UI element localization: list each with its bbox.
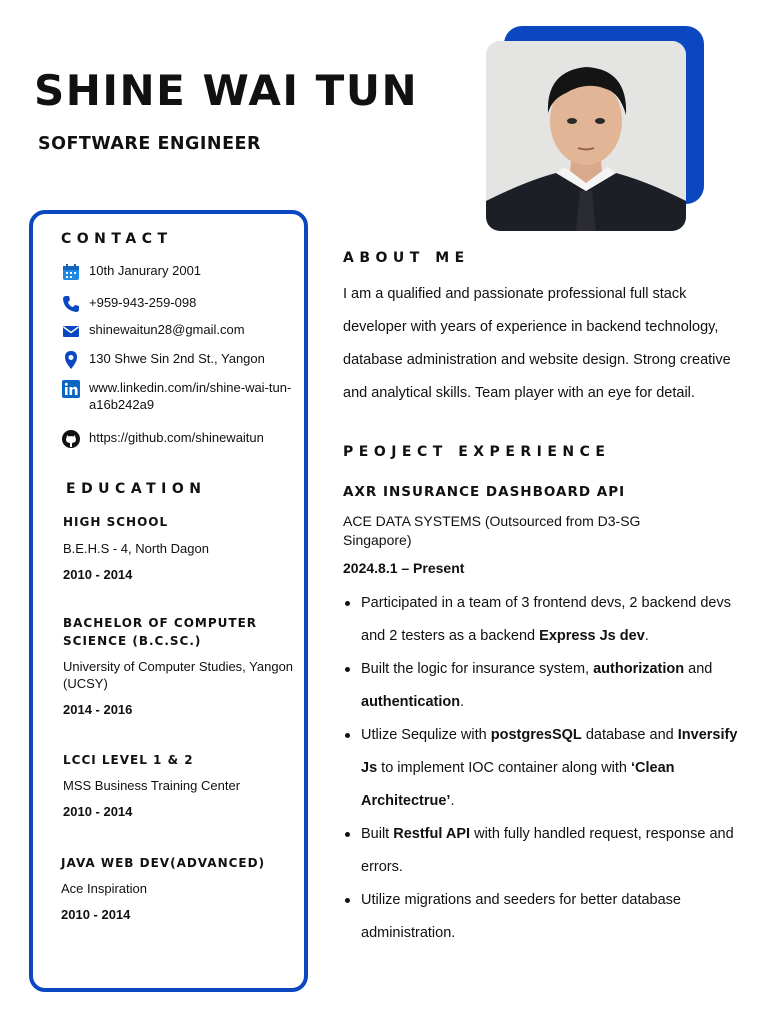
location-pin-icon [61,350,81,370]
education-years: 2010 - 2014 [63,804,133,819]
project-bullet [343,818,753,884]
github-icon [61,429,81,449]
job-title: SOFTWARE ENGINEER [38,134,261,154]
education-institution: University of Computer Studies, Yangon (UCSY) [63,659,294,691]
bullet-text: Utlize Sequlize with [361,727,491,743]
contact-address [61,350,299,370]
bullet-bold-text: Inversify Js [361,727,738,776]
education-entry [63,751,295,819]
project-bullet [343,587,753,653]
contact-birthday [61,262,299,282]
sidebar [29,210,308,992]
bullet-bold-text: authorization [593,661,685,677]
bullet-bold-text: postgresSQL [490,727,582,743]
education-institution: B.E.H.S - 4, North Dagon [63,541,209,556]
linkedin-icon [61,379,81,399]
bullet-text: Built the logic for insurance system, [361,661,594,677]
education-institution: MSS Business Training Center [63,778,241,793]
phone-icon [61,294,81,314]
contact-phone [61,294,299,314]
email-icon [61,321,81,341]
project-bullets [343,587,753,950]
education-degree: HIGH SCHOOL [63,515,169,529]
bullet-text: Participated in a team of 3 frontend devs, 2 backend devs and 2 testers as a backend [361,595,731,644]
education-institution: Ace Inspiration [61,881,147,896]
about-heading: ABOUT ME [343,250,470,266]
bullet-bold-text: authentication [361,694,461,710]
contact-heading: CONTACT [61,231,173,247]
profile-photo-area [486,26,706,236]
bullet-text: . [460,694,465,710]
candidate-name: SHINE WAI TUN [34,66,419,115]
project-experience-heading: PEOJECT EXPERIENCE [343,444,611,460]
bullet-text: . [644,628,649,644]
contact-linkedin-text[interactable]: www.linkedin.com/in/shine-wai-tun-a16b242a9 [89,380,292,412]
contact-linkedin[interactable] [61,379,299,413]
contact-address-text: 130 Shwe Sin 2nd St., Yangon [89,351,265,366]
contact-email [61,321,299,341]
education-degree: LCCI LEVEL 1 & 2 [63,753,194,767]
project-bullet [343,884,753,950]
contact-github[interactable] [61,429,299,449]
project-name: AXR INSURANCE DASHBOARD API [343,484,626,500]
bullet-text: database and [581,727,678,743]
education-degree: JAVA WEB DEV(ADVANCED) [61,856,266,870]
bullet-bold-text: ‘Clean Architectrue’ [361,760,675,809]
project-bullet [343,719,753,818]
calendar-icon [61,262,81,282]
education-years: 2014 - 2016 [63,702,133,717]
education-years: 2010 - 2014 [61,907,131,922]
bullet-text: to implement IOC container along with [377,760,632,776]
education-years: 2010 - 2014 [63,567,133,582]
education-entry [63,513,295,582]
bullet-text: Built [361,826,394,842]
contact-email-text: shinewaitun28@gmail.com [89,322,245,337]
project-company: ACE DATA SYSTEMS (Outsourced from D3-SG Singapore) [343,513,641,548]
profile-photo [486,41,686,231]
bullet-bold-text: Express Js dev [539,628,645,644]
contact-phone-text: +959-943-259-098 [89,295,197,310]
bullet-text: and [684,661,713,677]
about-text: I am a qualified and passionate professional full stack developer with years of experience in backend technology, database administration and website design. Strong creative and analytical skills. Team player with an eye for detail. [343,286,731,401]
contact-birthday-text: 10th Janurary 2001 [89,263,202,278]
bullet-bold-text: Restful API [393,826,471,842]
education-degree: BACHELOR OF COMPUTER SCIENCE (B.C.SC.) [63,616,258,648]
education-entry [61,854,293,922]
education-heading: EDUCATION [66,481,207,497]
bullet-text: Utilize migrations and seeders for better database administration. [361,892,681,941]
bullet-text: . [450,793,455,809]
bullet-text: with fully handled request, response and errors. [361,826,734,875]
education-entry [63,614,295,717]
project-date: 2024.8.1 – Present [343,560,465,576]
contact-github-text[interactable]: https://github.com/shinewaitun [89,430,264,445]
project-bullet [343,653,753,719]
